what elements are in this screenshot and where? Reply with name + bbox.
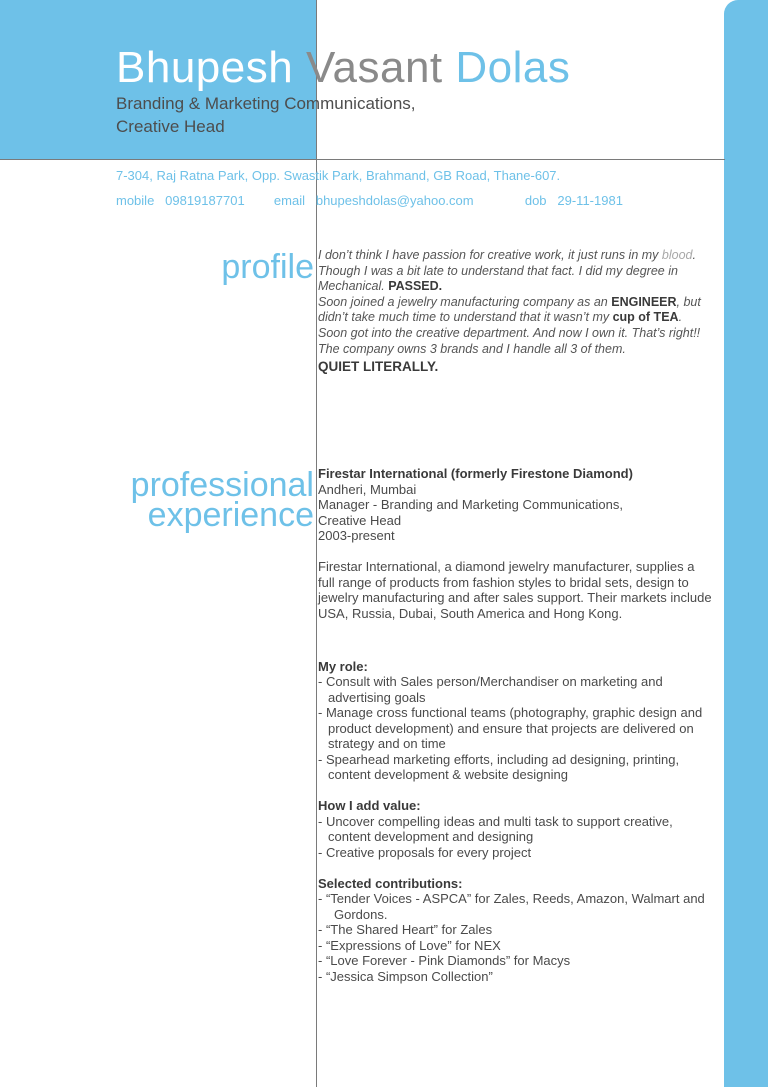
email-label: email — [273, 193, 305, 208]
contributions-heading: Selected contributions: — [318, 875, 463, 891]
list-item: - Uncover compelling ideas and multi task to support creative, content development and designing — [318, 813, 673, 844]
job-title — [116, 92, 416, 138]
experience-heading-line1: professional — [130, 466, 314, 504]
first-name: Bhupesh — [116, 43, 294, 92]
middle-name: Vasant — [305, 43, 443, 92]
profile-highlight-engineer: ENGINEER — [611, 294, 677, 309]
company-location: Andheri, Mumbai — [318, 481, 417, 497]
company-description: Firestar International, a diamond jewelry manufacturer, supplies a full range of products from fashion styles to bridal sets, design to jewelry manufacturing and after sales support. Their markets include USA, Russia, Dubai, South America and Hong Kong. — [318, 559, 712, 621]
experience-heading-line2: experience — [147, 496, 314, 534]
list-item: - “Tender Voices - ASPCA” for Zales, Reeds, Amazon, Walmart and Gordons. — [318, 891, 705, 922]
email-address: bhupeshdolas@yahoo.com — [315, 193, 474, 208]
mobile-label: mobile — [116, 193, 155, 208]
job-title-line2: Creative Head — [116, 117, 225, 136]
list-item: - “The Shared Heart” for Zales — [318, 922, 493, 937]
list-item: - Consult with Sales person/Merchandiser on marketing and advertising goals — [318, 674, 663, 705]
my-role-heading: My role: — [318, 658, 368, 674]
profile-highlight-passed: PASSED. — [388, 279, 443, 294]
profile-text-part: . Though I was a bit late to understand that fact. I did my degree in Mechanical. — [318, 248, 696, 294]
company-name: Firestar International (formerly Firestone Diamond) — [318, 466, 633, 481]
profile-highlight-blood: blood — [661, 248, 693, 262]
profile-text-part: . Soon got into the creative department. And now I own it. That’s right!! — [318, 310, 701, 340]
profile-tagline: QUIET LITERALLY. — [318, 359, 439, 375]
mobile-number: 09819187701 — [165, 193, 245, 208]
profile-text — [318, 248, 708, 375]
dob-label: dob — [524, 193, 547, 208]
profile-text-part: I don’t think I have passion for creative work, it just runs in my — [318, 248, 662, 262]
last-name: Dolas — [455, 43, 571, 92]
vertical-divider — [316, 0, 317, 1087]
profile-heading: profile — [221, 248, 314, 286]
profile-text-part: , but didn’t take much time to understand that it wasn’t my — [318, 294, 701, 325]
value-heading: How I add value: — [318, 798, 421, 813]
work-period: 2003-present — [318, 528, 395, 543]
list-item: - “Love Forever - Pink Diamonds” for Macys — [318, 953, 571, 968]
candidate-name — [116, 44, 570, 92]
profile-text-part: Soon joined a jewelry manufacturing company as an — [318, 294, 612, 309]
job-title-line1: Branding & Marketing Communications, — [116, 94, 416, 113]
list-item: - Spearhead marketing efforts, including ad designing, printing, content development & website designing — [318, 751, 680, 782]
role-line2: Creative Head — [318, 512, 402, 528]
list-item: - Manage cross functional teams (photography, graphic design and product development) and ensure that projects are delivered on strategy and on time — [318, 705, 703, 751]
experience-heading — [130, 466, 314, 534]
profile-highlight-cup: cup of TEA — [612, 310, 679, 325]
list-item: - “Expressions of Love” for NEX — [318, 937, 501, 953]
contact-line — [116, 193, 623, 208]
experience-details — [318, 466, 713, 984]
address: 7-304, Raj Ratna Park, Opp. Swastik Park, Brahmand, GB Road, Thane-607. — [116, 168, 561, 183]
profile-text-part: The company owns 3 brands and I handle all 3 of them. — [318, 341, 626, 356]
role-line1: Manager - Branding and Marketing Communications, — [318, 497, 623, 512]
horizontal-divider — [0, 159, 725, 160]
list-item: - “Jessica Simpson Collection” — [318, 968, 493, 984]
dob-value: 29-11-1981 — [557, 193, 623, 208]
list-item: - Creative proposals for every project — [318, 844, 532, 860]
side-accent-band — [724, 0, 768, 1087]
